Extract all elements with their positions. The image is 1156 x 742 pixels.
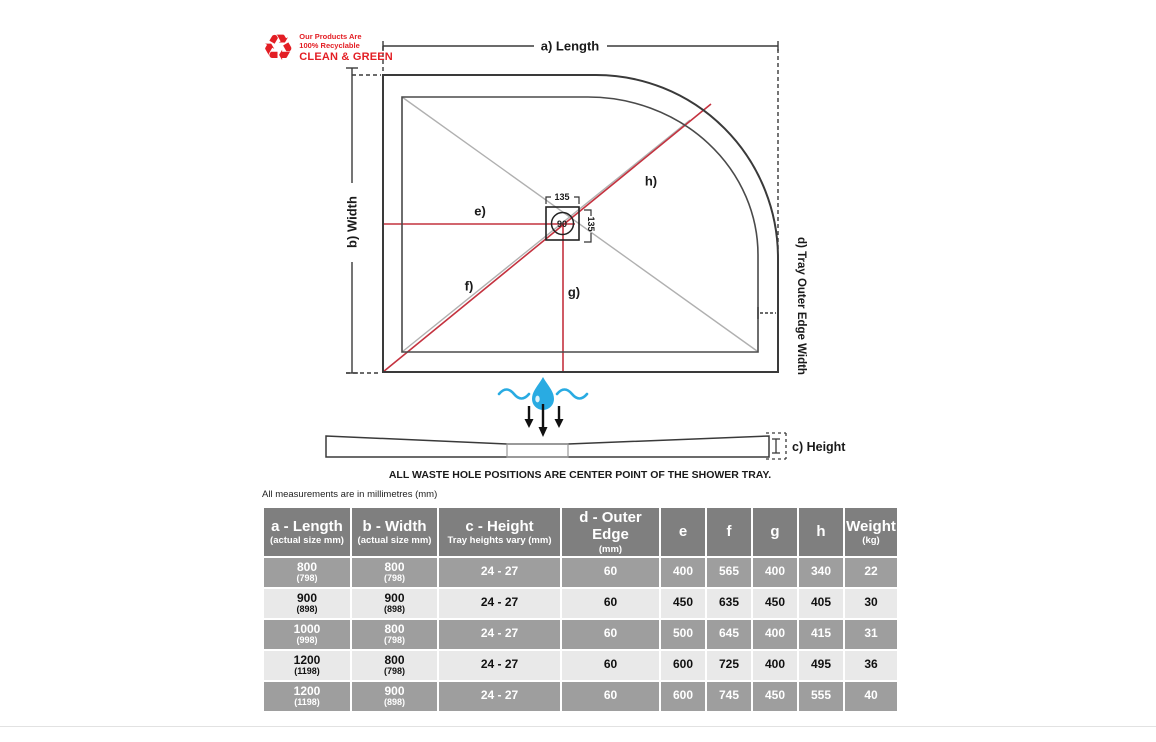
logo-line1: Our Products Are <box>299 32 362 42</box>
length-dimension-label: a) Length <box>540 38 600 54</box>
measure-lines <box>383 104 711 372</box>
outer-edge-dimension-label: d) Tray Outer Edge Width <box>795 237 807 375</box>
header-d-outer-edge: d - Outer Edge (mm) <box>561 507 660 557</box>
waste-dim-top-label: 135 <box>554 192 570 202</box>
table-cell: 60 <box>561 557 660 588</box>
table-row <box>263 650 898 681</box>
logo-line2: 100% Recyclable <box>299 41 360 51</box>
table-cell: 800 (798) <box>351 557 438 588</box>
table-cell: 600 <box>660 681 706 712</box>
measure-label-g: g) <box>567 284 581 300</box>
recycle-icon: ♻ <box>262 27 295 68</box>
table-cell: 1200 (1198) <box>263 650 351 681</box>
table-cell: 24 - 27 <box>438 650 561 681</box>
table-cell: 400 <box>660 557 706 588</box>
table-cell: 745 <box>706 681 752 712</box>
table-cell: 800 (798) <box>351 619 438 650</box>
table-cell: 24 - 27 <box>438 557 561 588</box>
header-weight: Weight (kg) <box>844 507 898 557</box>
table-cell: 405 <box>798 588 844 619</box>
table-cell: 555 <box>798 681 844 712</box>
table-cell: 645 <box>706 619 752 650</box>
table-cell: 800 (798) <box>351 650 438 681</box>
header-g: g <box>752 507 798 557</box>
outer-edge-dim-marker <box>758 307 778 319</box>
units-note: All measurements are in millimetres (mm) <box>262 489 438 500</box>
table-cell: 30 <box>844 588 898 619</box>
table-cell: 635 <box>706 588 752 619</box>
waste-dim-side-label: 135 <box>586 216 596 232</box>
spec-table-body <box>263 557 898 712</box>
table-cell: 900 (898) <box>263 588 351 619</box>
header-f: f <box>706 507 752 557</box>
measure-label-e: e) <box>474 203 486 219</box>
table-row <box>263 619 898 650</box>
header-b-width: b - Width (actual size mm) <box>351 507 438 557</box>
tray-cross-section <box>326 433 786 459</box>
table-cell: 800 (798) <box>263 557 351 588</box>
table-cell: 60 <box>561 681 660 712</box>
table-cell: 60 <box>561 650 660 681</box>
table-cell: 340 <box>798 557 844 588</box>
tray-plan-view <box>383 75 778 372</box>
down-arrows-icon <box>525 404 564 437</box>
header-e: e <box>660 507 706 557</box>
table-cell: 22 <box>844 557 898 588</box>
header-a-length: a - Length (actual size mm) <box>263 507 351 557</box>
table-cell: 450 <box>752 681 798 712</box>
table-cell: 40 <box>844 681 898 712</box>
table-cell: 495 <box>798 650 844 681</box>
waste-diameter-label: 90 <box>556 219 568 229</box>
page-bottom-divider <box>0 726 1156 727</box>
table-cell: 24 - 27 <box>438 619 561 650</box>
table-row <box>263 557 898 588</box>
table-cell: 450 <box>752 588 798 619</box>
spec-table <box>262 506 899 713</box>
header-c-height: c - Height Tray heights vary (mm) <box>438 507 561 557</box>
table-cell: 450 <box>660 588 706 619</box>
table-cell: 725 <box>706 650 752 681</box>
table-header-row <box>263 507 898 557</box>
spec-table-container <box>262 506 899 713</box>
table-cell: 600 <box>660 650 706 681</box>
table-cell: 500 <box>660 619 706 650</box>
table-cell: 900 (898) <box>351 588 438 619</box>
table-row <box>263 681 898 712</box>
table-cell: 24 - 27 <box>438 588 561 619</box>
width-dimension-label: b) Width <box>344 196 360 248</box>
table-cell: 60 <box>561 588 660 619</box>
measure-label-f: f) <box>464 278 474 294</box>
waste-position-note: ALL WASTE HOLE POSITIONS ARE CENTER POINT OF THE SHOWER TRAY. <box>388 469 772 481</box>
table-cell: 1200 (1198) <box>263 681 351 712</box>
table-cell: 400 <box>752 650 798 681</box>
table-cell: 24 - 27 <box>438 681 561 712</box>
table-cell: 60 <box>561 619 660 650</box>
logo-line3: CLEAN & GREEN <box>299 50 393 63</box>
table-cell: 415 <box>798 619 844 650</box>
table-cell: 400 <box>752 619 798 650</box>
table-cell: 36 <box>844 650 898 681</box>
table-cell: 31 <box>844 619 898 650</box>
table-cell: 1000 (998) <box>263 619 351 650</box>
height-dimension-label: c) Height <box>792 440 846 454</box>
recyclable-logo <box>262 27 393 68</box>
table-cell: 565 <box>706 557 752 588</box>
header-h: h <box>798 507 844 557</box>
table-row <box>263 588 898 619</box>
measure-label-h: h) <box>644 173 658 189</box>
table-cell: 400 <box>752 557 798 588</box>
table-cell: 900 (898) <box>351 681 438 712</box>
